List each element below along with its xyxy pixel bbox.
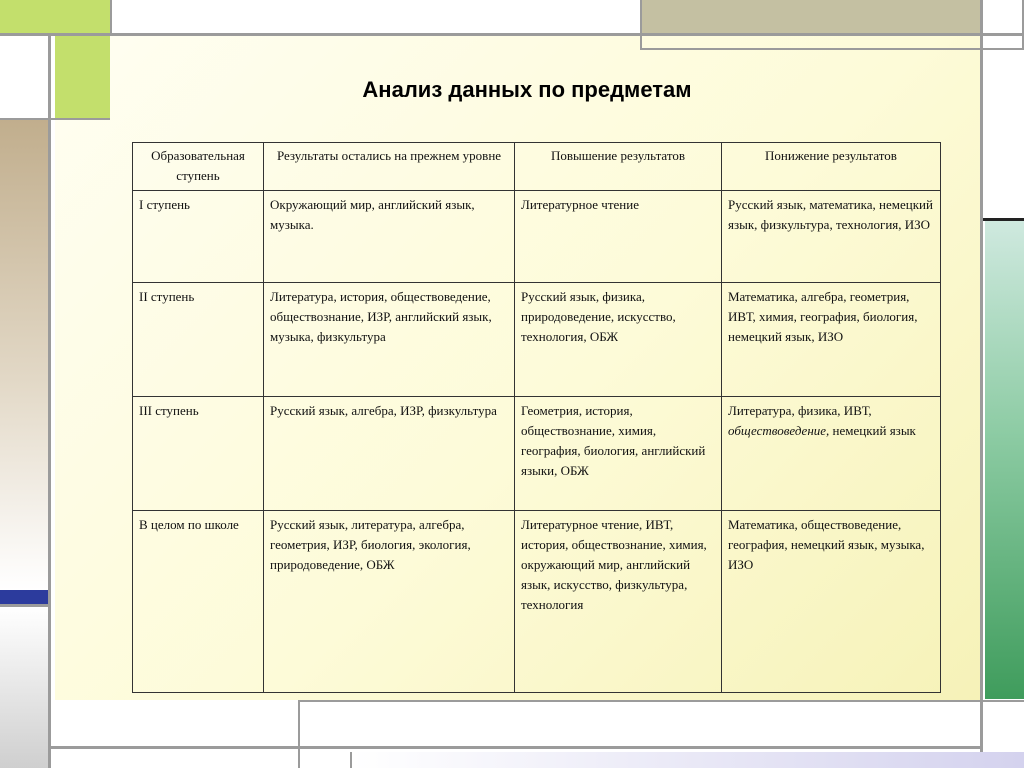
cell-down (722, 397, 941, 511)
cell-stage: II ступень (133, 283, 264, 397)
cell-stage: III ступень (133, 397, 264, 511)
table-row (133, 191, 941, 283)
left-frame-line (48, 33, 51, 768)
cell-down: Математика, алгебра, геометрия, ИВТ, химия, география, биология, немецкий язык, ИЗО (722, 283, 941, 397)
cell-same: Русский язык, алгебра, ИЗР, физкультура (264, 397, 515, 511)
cell-stage: I ступень (133, 191, 264, 283)
cell-same: Окружающий мир, английский язык, музыка. (264, 191, 515, 283)
table-row (133, 397, 941, 511)
cell-up: Литературное чтение, ИВТ, история, обществознание, химия, окружающий мир, английский язык, искусство, физкультура, технология (515, 511, 722, 693)
header-increase: Повышение результатов (515, 143, 722, 191)
cell-down-part: Литература, физика, ИВТ, (728, 403, 872, 418)
cell-stage: В целом по школе (133, 511, 264, 693)
lime-corner-block (0, 0, 110, 33)
top-divider-line (110, 0, 112, 33)
table-header-row (133, 143, 941, 191)
cell-down-part: немецкий язык (829, 423, 916, 438)
cell-down: Русский язык, математика, немецкий язык, физкультура, технология, ИЗО (722, 191, 941, 283)
cell-up: Русский язык, физика, природоведение, искусство, технология, ОБЖ (515, 283, 722, 397)
lavender-bottom-block (350, 752, 1024, 768)
header-same-results: Результаты остались на прежнем уровне (264, 143, 515, 191)
subjects-analysis-table (132, 142, 941, 693)
cell-down: Математика, обществоведение, география, немецкий язык, музыка, ИЗО (722, 511, 941, 693)
table-row (133, 511, 941, 693)
cell-down-italic-part: обществоведение, (728, 423, 830, 438)
teal-right-block (985, 221, 1024, 699)
header-decrease: Понижение результатов (722, 143, 941, 191)
cell-up: Литературное чтение (515, 191, 722, 283)
olive-frame-outline (640, 0, 1024, 50)
gray-left-bottom-block (0, 607, 48, 768)
cell-same: Русский язык, литература, алгебра, геометрия, ИЗР, биология, экология, природоведение, ОБЖ (264, 511, 515, 693)
navy-stripe (0, 590, 48, 604)
table-row (133, 283, 941, 397)
tan-left-block (0, 120, 48, 590)
header-stage: Образовательная ступень (133, 143, 264, 191)
cell-up: Геометрия, история, обществознание, химия, география, биология, английский языки, ОБЖ (515, 397, 722, 511)
right-frame-line (980, 0, 983, 768)
cell-same: Литература, история, обществоведение, обществознание, ИЗР, английский язык, музыка, физкультура (264, 283, 515, 397)
slide-title: Анализ данных по предметам (362, 77, 692, 102)
